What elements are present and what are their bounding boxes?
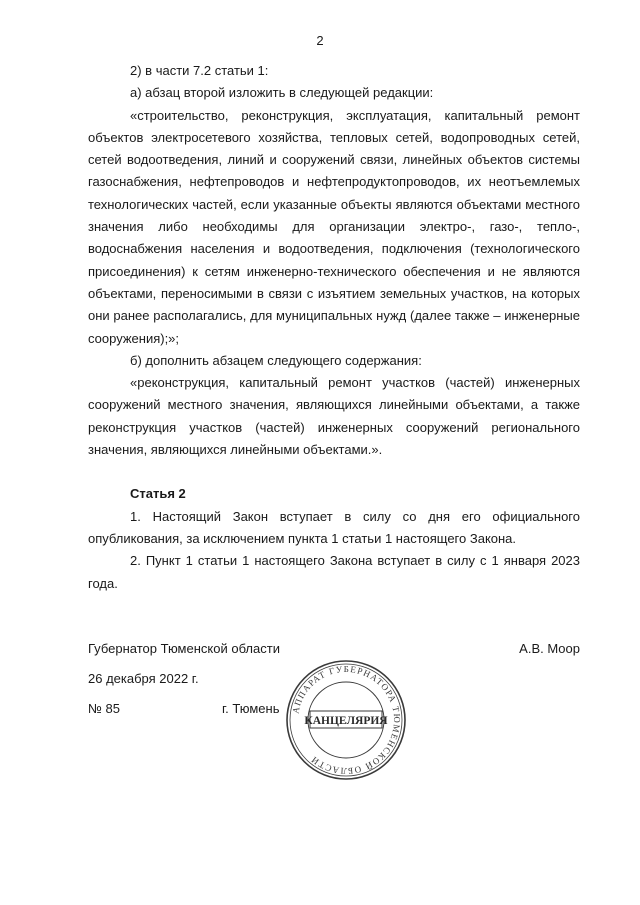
document-city: г. Тюмень xyxy=(222,701,280,716)
article-2-point-2: 2. Пункт 1 статьи 1 настоящего Закона вступает в силу с 1 января 2023 года. xyxy=(88,553,580,591)
paragraph-item-2: 2) в части 7.2 статьи 1: xyxy=(130,63,269,78)
document-date: 26 декабря 2022 г. xyxy=(88,671,199,686)
paragraph-quote-1: «строительство, реконструкция, эксплуатация, капитальный ремонт объектов электросетевого хозяйства, тепловых сетей, водопроводных сетей, сетей водоотведения, линий и сооружений связи, линейных объектов системы газоснабжения, нефтепроводов и нефтепродуктопроводов, их неотъемлемых технологических частей, если указанные объекты являются объектами местного значения либо необходимы для организации электро-, газо-, тепло-, водоснабжения населения и водоотведения, подключения (технологического присоединения) к сетям инженерно-технического обеспечения и не являются объектами, переносимыми в связи с изъятием земельных участков, на которых они ранее располагались, для муниципальных нужд (далее также – инженерные сооружения);»; xyxy=(88,107,580,346)
page-number: 2 xyxy=(316,33,324,48)
article-heading: Статья 2 xyxy=(130,486,186,502)
stamp-ring-text: АППАРАТ ГУБЕРНАТОРА ТЮМЕНСКОЙ ОБЛАСТИ xyxy=(290,663,403,777)
paragraph-quote-2: «реконструкция, капитальный ремонт участков (частей) инженерных сооружений местного значения, являющихся линейными объектами, а также реконструкция участков (частей) инженерных сооружений регионального значения, являющихся линейными объектами.». xyxy=(88,375,580,458)
stamp-center-text: КАНЦЕЛЯРИЯ xyxy=(304,715,388,727)
article-2-point-1: 1. Настоящий Закон вступает в силу со дня его официального опубликования, за исключением пункта 1 статьи 1 настоящего Закона. xyxy=(88,508,580,546)
document-body xyxy=(88,60,580,595)
document-number: № 85 xyxy=(88,701,121,716)
paragraph-subitem-a: а) абзац второй изложить в следующей редакции: xyxy=(130,85,434,101)
signatory-position: Губернатор Тюменской области xyxy=(88,641,280,656)
paragraph-subitem-b: б) дополнить абзацем следующего содержания: xyxy=(130,352,422,368)
office-stamp xyxy=(284,658,408,782)
signatory-name: А.В. Моор xyxy=(519,641,580,656)
